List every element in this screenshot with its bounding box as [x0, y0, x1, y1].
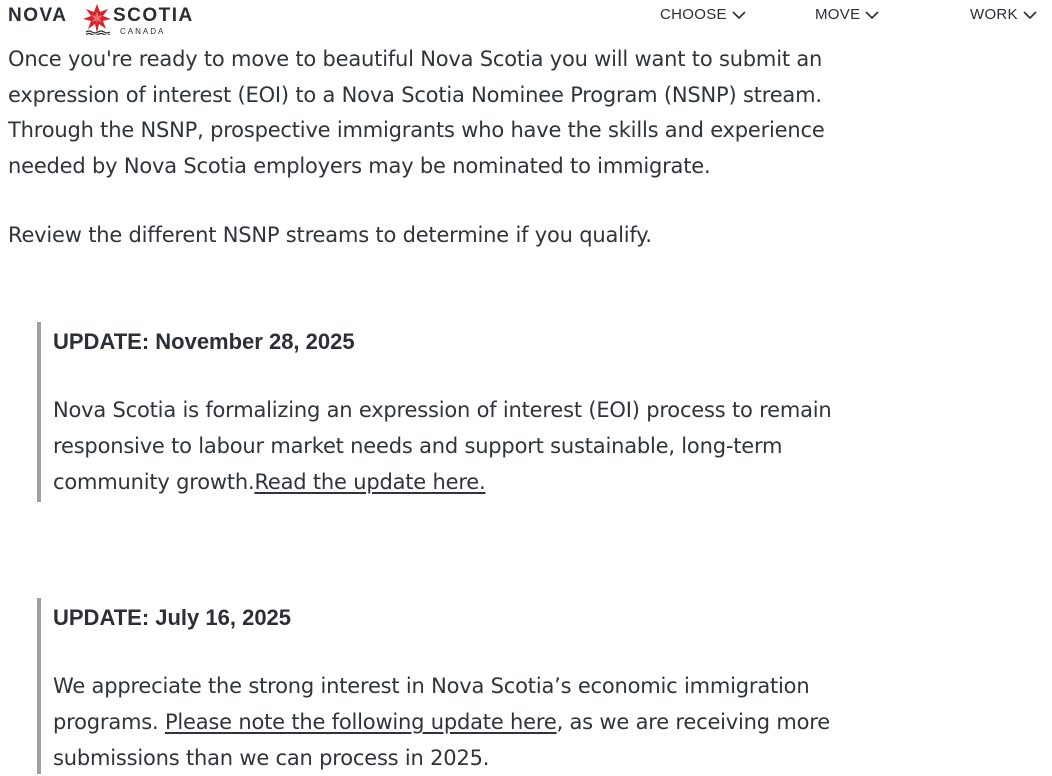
- nav-choose[interactable]: [660, 6, 746, 23]
- chevron-down-icon: [865, 10, 879, 20]
- chevron-down-icon: [732, 10, 746, 20]
- nav-work[interactable]: [970, 6, 1037, 23]
- update-body-text-after: , as we are receiving more submissions than we can process in 2025.: [53, 710, 830, 770]
- site-header: [0, 0, 1052, 40]
- chevron-down-icon: [1023, 10, 1037, 20]
- main-content: [8, 42, 848, 253]
- maple-star-logo-icon: [82, 3, 112, 35]
- nova-scotia-logo[interactable]: [8, 3, 208, 37]
- intro-paragraph: Once you're ready to move to beautiful Nova Scotia you will want to submit an expression of interest (EOI) to a Nova Scotia Nominee Program (NSNP) stream. Through the NSNP, prospective immigrants who have the skills and experience needed by Nova Scotia employers may be nominated to immigrate.: [8, 47, 825, 178]
- read-update-link[interactable]: Read the update here.: [254, 470, 486, 494]
- logo-word-scotia: SCOTIA: [113, 5, 194, 26]
- logo-word-nova: NOVA: [8, 5, 68, 26]
- review-streams-text: Review the different NSNP streams to determine if you qualify.: [8, 223, 652, 248]
- update-callout-november: [37, 322, 853, 502]
- update-body: [53, 668, 853, 776]
- logo-subtitle-canada: CANADA: [120, 27, 166, 36]
- update-body-text: We appreciate the strong interest in Nova Scotia’s economic immigration programs.: [53, 674, 810, 734]
- update-body: [53, 392, 853, 500]
- nav-move-label: MOVE: [815, 6, 861, 23]
- nav-choose-label: CHOOSE: [660, 6, 727, 23]
- update-note-link[interactable]: Please note the following update here: [164, 710, 557, 734]
- update-title: UPDATE: November 28, 2025: [53, 329, 355, 354]
- update-body-text: Nova Scotia is formalizing an expression of interest (EOI) process to remain responsive to labour market needs and support sustainable, long-term community growth.: [53, 398, 832, 494]
- nav-move[interactable]: [815, 6, 879, 23]
- update-title: UPDATE: July 16, 2025: [53, 605, 292, 630]
- update-callout-july: [37, 598, 853, 774]
- nav-work-label: WORK: [970, 6, 1018, 23]
